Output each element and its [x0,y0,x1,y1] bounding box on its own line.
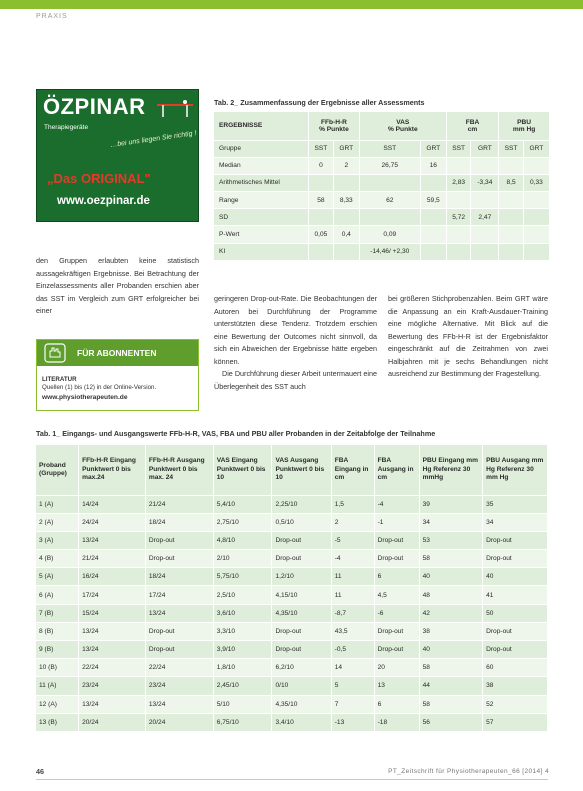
table1-caption: Tab. 1_ Eingangs- und Ausgangswerte FFb-H-R, VAS, FBA und PBU aller Probanden in der Zeitabfolge der Teilnahme [36,429,436,438]
table-cell: Drop-out [145,531,213,549]
table-row [36,713,548,731]
table-cell [499,243,524,260]
table-cell [499,209,524,226]
table-cell: Drop-out [483,641,548,659]
table-header-cell [446,112,498,140]
table-cell: GRT [523,140,549,157]
table-cell: 0 [309,157,334,174]
publication-info: PT_Zeitschrift für Physiotherapeuten_66 [2014] 4 [388,768,549,775]
table-row [214,226,550,243]
table-row [36,550,548,568]
table-cell: -18 [374,713,419,731]
table-cell: 13/24 [79,641,146,659]
table-cell [523,226,549,243]
table-header-row [214,112,550,140]
table-cell: 13/24 [79,531,146,549]
table-cell [309,243,334,260]
table-row [36,586,548,604]
table-cell: 34 [419,513,482,531]
table-cell: 2 [331,513,374,531]
table-cell: 4,15/10 [272,586,331,604]
table-cell: -1 [374,513,419,531]
table-header-cell: FBA Ausgang in cm [374,445,419,495]
table-header-cell [499,112,550,140]
table-cell: 0,33 [523,174,549,191]
table-cell: 38 [483,677,548,695]
table-cell: 17/24 [79,586,146,604]
table-cell: 58 [419,695,482,713]
table-cell: 22/24 [145,659,213,677]
table-row [36,641,548,659]
header-unit: % Punkte [319,125,349,133]
row-label: Median [214,157,309,174]
table-cell: Drop-out [145,641,213,659]
table-cell: 57 [483,713,548,731]
paragraph: Die Durchführung dieser Arbeit untermauert eine Überlegenheit des SST auch [214,369,377,391]
table-cell: 10 (B) [36,659,79,677]
table-cell [420,209,446,226]
table-cell: 22/24 [79,659,146,677]
table-row [36,659,548,677]
table-cell: SST [359,140,420,157]
table-cell [359,209,420,226]
table-cell [523,157,549,174]
table-row [36,622,548,640]
table-cell: 18/24 [145,513,213,531]
table-cell: -14,46/ +2,30 [359,243,420,260]
table-cell: -13 [331,713,374,731]
table-cell: 8 (B) [36,622,79,640]
table-cell: 6 (A) [36,586,79,604]
ad-subtitle: Therapiegeräte [44,124,89,131]
table-cell: Drop-out [272,531,331,549]
table-cell: 9 (B) [36,641,79,659]
table-cell: 42 [419,604,482,622]
table-cell: 8,5 [499,174,524,191]
table-cell: 6,2/10 [272,659,331,677]
table-header-cell: ERGEBNISSE [214,112,309,140]
table-row [214,174,550,191]
table-cell: 4,5 [374,586,419,604]
table-cell [359,174,420,191]
table-header-row [36,445,548,495]
table-cell [333,209,359,226]
table-row [214,157,550,174]
table-header-cell [309,112,360,140]
table-cell: 3,9/10 [213,641,272,659]
table-cell: 0/10 [272,677,331,695]
table-cell [499,226,524,243]
table-cell: 40 [419,568,482,586]
subscriber-url-link[interactable]: www.physiotherapeuten.de [42,394,128,401]
table-cell: 20/24 [79,713,146,731]
table-cell: GRT [420,140,446,157]
table-header-cell: FFb-H-R Ausgang Punktwert 0 bis max. 24 [145,445,213,495]
table-cell: GRT [471,140,499,157]
paragraph: geringeren Drop-out-Rate. Die Beobachtungen der Autoren bei Durchführung der Programme unterstützten diese Tendenz. Trotzdem erschien eine Bewertung der Outcomes nicht sinnvoll, da sich ein Abweichen der Ergebnisse hätte ergeben können. [214,294,377,366]
table-cell: 21/24 [79,550,146,568]
table-cell: 58 [309,192,334,209]
table-cell: 0,4 [333,226,359,243]
text-column-1 [36,255,199,318]
table-cell: Drop-out [374,550,419,568]
table-row [36,677,548,695]
table-cell: 53 [419,531,482,549]
table-cell [309,174,334,191]
summary-table-body [214,140,550,260]
table-row [214,243,550,260]
table-cell [420,243,446,260]
table-cell: -5 [331,531,374,549]
table-cell: 39 [419,495,482,513]
table-cell: 2,25/10 [272,495,331,513]
summary-table [214,112,550,261]
table2-caption: Tab. 2_ Zusammenfassung der Ergebnisse aller Assessments [214,98,425,107]
table-cell [446,157,471,174]
table-cell: Drop-out [374,641,419,659]
table-cell: SST [446,140,471,157]
row-label: KI [214,243,309,260]
table-cell: -8,7 [331,604,374,622]
table-cell: 3,4/10 [272,713,331,731]
table-cell: 40 [483,568,548,586]
table-cell: 1,5 [331,495,374,513]
table-cell [523,209,549,226]
table-cell: 13 (B) [36,713,79,731]
table-cell: 52 [483,695,548,713]
paragraph: bei größeren Stichprobenzahlen. Beim GRT wäre die Anpassung an ein Kraft-Ausdauer-Training eine mögliche Alternative. Mit Blick auf die Bewertung des FFb-H-R ist der Ergebnisfaktor eingeschränkt auf die Zeitrahmen von zwei Halbjahren mit je sechs Behandlungen nicht ausreichend zur Bestimmung der Fragestellung. [388,294,548,378]
table-row [214,209,550,226]
table-cell: 17/24 [145,586,213,604]
participant-table-body [36,495,548,731]
table-header-cell: Proband (Gruppe) [36,445,79,495]
table-cell: 14/24 [79,495,146,513]
table-cell: -6 [374,604,419,622]
table-cell [446,243,471,260]
table-cell: 48 [419,586,482,604]
table-cell: 24/24 [79,513,146,531]
ad-original: „Das ORIGINAL" [47,171,151,186]
header-label: FBA [465,118,480,126]
table-header-cell: VAS Ausgang Punktwert 0 bis 10 [272,445,331,495]
table-cell: -3,34 [471,174,499,191]
table-cell: Drop-out [483,550,548,568]
ad-url-link[interactable]: www.oezpinar.de [57,195,150,207]
table-cell: -4 [331,550,374,568]
table-cell: -4 [374,495,419,513]
table-cell: 58 [419,659,482,677]
row-label: P-Wert [214,226,309,243]
table-cell: 15/24 [79,604,146,622]
table-cell: 11 [331,586,374,604]
table-header-cell [359,112,446,140]
table-cell: 6 [374,695,419,713]
table-cell: 18/24 [145,568,213,586]
therapy-table-icon [155,99,195,119]
header-label: VAS [396,118,410,126]
table-row [36,568,548,586]
table-cell: 4,35/10 [272,695,331,713]
table-row [36,695,548,713]
table-cell: 50 [483,604,548,622]
table-cell: 26,75 [359,157,420,174]
table-cell: 6,75/10 [213,713,272,731]
section-label: PRAXIS [36,13,68,20]
header-unit: mm Hg [512,125,536,133]
subscriber-box[interactable] [36,339,199,411]
text-column-3 [388,293,548,381]
table-cell: 2/10 [213,550,272,568]
advertisement[interactable] [36,89,199,222]
table-cell [446,226,471,243]
table-cell: 59,5 [420,192,446,209]
table-cell: 13 [374,677,419,695]
table-cell [499,157,524,174]
table-cell: 21/24 [145,495,213,513]
subscriber-header [37,340,198,366]
hand-icon [44,343,66,363]
paragraph: den Gruppen erlaubten keine statistisch aussagekräftigen Ergebnisse. Bei Betrachtung der Einzelassessments aller Probanden erschien aber das SST im Vergleich zum GRT erfolgreicher bei einer [36,256,199,315]
table-cell: 41 [483,586,548,604]
table-cell: 2,47 [471,209,499,226]
table-cell: Drop-out [374,622,419,640]
table-cell: 11 [331,568,374,586]
table-cell: 58 [419,550,482,568]
top-accent-bar [0,0,583,9]
table-cell: 0,09 [359,226,420,243]
table-cell: 14 [331,659,374,677]
table-row [36,604,548,622]
table-cell: GRT [333,140,359,157]
table-cell [446,192,471,209]
table-cell: 3 (A) [36,531,79,549]
table-cell [420,226,446,243]
table-cell [471,157,499,174]
table-cell: Drop-out [145,622,213,640]
table-cell: 7 (B) [36,604,79,622]
ad-slogan: …bei uns liegen Sie richtig ! [109,129,197,150]
table-cell: SST [499,140,524,157]
table-cell: 7 [331,695,374,713]
row-label: SD [214,209,309,226]
table-cell: 2,45/10 [213,677,272,695]
ad-brand: ÖZPINAR [43,94,146,119]
table-cell: 16 [420,157,446,174]
table-cell: 4 (B) [36,550,79,568]
table-cell: 23/24 [79,677,146,695]
table-cell [309,209,334,226]
table-cell: 60 [483,659,548,677]
table-cell [523,243,549,260]
table-cell [471,192,499,209]
table-cell [499,192,524,209]
table-header-cell: FFb-H-R Eingang Punktwert 0 bis max.24 [79,445,146,495]
table-header-cell: FBA Eingang in cm [331,445,374,495]
participant-table [36,445,548,731]
table-cell: 2,83 [446,174,471,191]
header-unit: cm [467,125,478,133]
table-row [36,513,548,531]
table-cell: 35 [483,495,548,513]
table-header-cell: VAS Eingang Punktwert 0 bis 10 [213,445,272,495]
table-cell: 0,5/10 [272,513,331,531]
table-cell: 62 [359,192,420,209]
table-cell: 5,72 [446,209,471,226]
table-row [214,192,550,209]
table-cell: 2,75/10 [213,513,272,531]
table-cell: 56 [419,713,482,731]
table-cell: 11 (A) [36,677,79,695]
table-cell: 20/24 [145,713,213,731]
table-cell: 1,8/10 [213,659,272,677]
text-column-2 [214,293,377,393]
row-label: Arithmetisches Mittel [214,174,309,191]
table-cell: 5 [331,677,374,695]
table-cell: 0,05 [309,226,334,243]
table-cell [523,192,549,209]
page-number: 46 [36,767,44,776]
table-cell: 13/24 [79,695,146,713]
table-cell [333,174,359,191]
table-cell: -0,5 [331,641,374,659]
table-cell: 3,6/10 [213,604,272,622]
table-cell: 23/24 [145,677,213,695]
table-cell [420,174,446,191]
table-cell: 13/24 [145,695,213,713]
table-cell: 34 [483,513,548,531]
table-cell: 5 (A) [36,568,79,586]
table-cell: 38 [419,622,482,640]
table-cell: 2 [333,157,359,174]
table-cell: Drop-out [272,550,331,568]
table-cell: 43,5 [331,622,374,640]
table-cell: Drop-out [374,531,419,549]
table-cell: 1,2/10 [272,568,331,586]
table-cell [471,243,499,260]
table-cell: 16/24 [79,568,146,586]
table-cell [471,226,499,243]
footer-divider [36,779,548,780]
header-unit: % Punkte [387,125,418,133]
table-cell: 2 (A) [36,513,79,531]
table-row [214,140,550,157]
table-cell: 2,5/10 [213,586,272,604]
table-cell: Drop-out [272,622,331,640]
table-cell: 13/24 [79,622,146,640]
row-label: Gruppe [214,140,309,157]
table-cell: Drop-out [272,641,331,659]
header-label: PBU [517,118,532,126]
literature-label: LITERATUR [42,376,77,383]
table-cell: 5/10 [213,695,272,713]
table-cell: 44 [419,677,482,695]
table-cell: 4,8/10 [213,531,272,549]
table-cell: 40 [419,641,482,659]
table-header-cell: PBU Eingang mm Hg Referenz 30 mmHg [419,445,482,495]
table-row [36,495,548,513]
table-cell: 20 [374,659,419,677]
literature-text: Quellen (1) bis (12) in der Online-Version. [42,384,157,391]
subscriber-title: FÜR ABONNENTEN [77,348,157,358]
table-row [36,531,548,549]
table-cell: SST [309,140,334,157]
table-cell: 5,75/10 [213,568,272,586]
table-cell: 12 (A) [36,695,79,713]
table-cell: Drop-out [483,531,548,549]
header-label: FFb-H-R [320,118,347,126]
table-header-cell: PBU Ausgang mm Hg Referenz 30 mm Hg [483,445,548,495]
table-cell: 8,33 [333,192,359,209]
table-cell: 13/24 [145,604,213,622]
table-cell: 5,4/10 [213,495,272,513]
table-cell: 3,3/10 [213,622,272,640]
table-cell: 6 [374,568,419,586]
table-cell: 1 (A) [36,495,79,513]
table-cell: Drop-out [145,550,213,568]
table-cell: Drop-out [483,622,548,640]
table-cell [333,243,359,260]
table-cell: 4,35/10 [272,604,331,622]
row-label: Range [214,192,309,209]
